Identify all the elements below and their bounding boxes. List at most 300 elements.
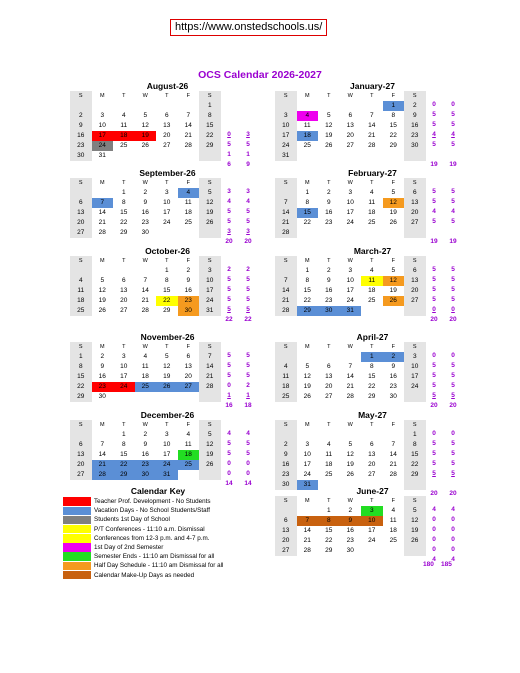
week-total: 0 [246,470,250,477]
day-header: S [70,256,92,266]
day-cell: 3 [275,111,297,121]
day-header: M [99,344,105,350]
day-cell: 19 [325,132,333,139]
calendar-key-label: 1st Day of 2nd Semester [94,544,164,552]
week-total: 0 [432,306,436,313]
day-cell: 21 [303,537,311,544]
calendar-key-list [63,497,263,580]
week-total: 5 [451,198,455,205]
week-total: 0 [451,101,455,108]
day-cell: 14 [275,286,297,296]
day-header: T [327,93,331,99]
week-total: 5 [432,276,436,283]
day-cell: 28 [184,142,192,149]
day-cell: 26 [346,471,354,478]
day-cell: 10 [163,441,171,448]
week-total: 5 [432,218,436,225]
day-cell: 2 [186,267,191,274]
day-cell: 30 [178,306,200,316]
day-header: T [327,258,331,264]
day-cell: 30 [318,306,340,316]
day-cell: 15 [404,450,426,460]
day-cell [156,392,178,402]
day-cell: 1 [121,189,126,196]
day-cell: 18 [368,209,376,216]
day-cell: 19 [389,287,397,294]
week-total: 20 [449,316,457,323]
week-total: 5 [432,362,436,369]
day-header: T [122,422,126,428]
day-cell: 19 [199,450,221,460]
day-cell: 28 [92,470,114,480]
day-cell: 31 [199,306,221,316]
week-total: 5 [227,218,231,225]
day-cell: 9 [326,199,331,206]
day-cell: 24 [275,141,297,151]
day-cell: 19 [404,526,426,536]
day-cell: 10 [346,277,354,284]
calendar-key-label: Calendar Make-Up Days as needed [94,571,195,579]
week-total: 0 [451,516,455,523]
day-cell: 13 [120,287,128,294]
day-header: M [99,93,105,99]
day-cell: 20 [163,132,171,139]
day-cell [318,430,340,440]
day-cell [297,506,319,516]
week-total: 0 [227,460,231,467]
week-total: 5 [432,121,436,128]
day-cell: 4 [143,353,148,360]
calendar-key-label: Teacher Prof. Development - No Students [94,498,211,506]
week-total: 19 [430,238,438,245]
day-cell: 16 [404,121,426,131]
week-total: 5 [246,286,250,293]
day-cell: 26 [303,393,311,400]
week-total: 16 [225,402,233,409]
day-cell: 26 [389,219,397,226]
day-cell [275,430,297,440]
day-cell: 25 [389,537,397,544]
day-cell: 12 [325,122,333,129]
calendar-key-item [63,543,263,552]
day-header: W [142,422,148,428]
day-cell: 16 [184,287,192,294]
day-header-row [70,420,285,430]
calendar-key-item [63,506,263,515]
day-header: F [186,258,190,264]
day-cell: 9 [404,111,426,121]
day-cell: 20 [70,460,92,470]
color-swatch [63,571,91,580]
day-cell [297,151,319,161]
day-header: M [304,344,310,350]
week-total: 5 [227,450,231,457]
day-cell: 1 [383,101,405,111]
calendar-key-item [63,525,263,534]
day-header: M [304,93,310,99]
day-cell: 15 [389,122,397,129]
day-cell: 15 [199,121,221,131]
day-cell [135,266,157,276]
week-total: 0 [432,101,436,108]
calendar-key-item [63,515,263,524]
day-cell: 15 [70,372,92,382]
month-block [70,410,285,487]
week-total: 5 [451,276,455,283]
day-cell: 25 [303,142,311,149]
week-total: 14 [244,480,252,487]
day-cell: 9 [186,277,191,284]
week-total: 2 [227,266,231,273]
week-total: 4 [246,198,250,205]
day-cell: 21 [275,218,297,228]
day-header: T [370,258,374,264]
day-cell: 1 [361,352,383,362]
week-total: 5 [227,352,231,359]
day-cell: 12 [199,440,221,450]
week-total: 5 [432,450,436,457]
week-total: 5 [246,440,250,447]
day-cell: 10 [98,122,106,129]
day-cell: 28 [98,229,106,236]
month-title: October-26 [145,246,190,256]
week-total: 5 [451,218,455,225]
day-header: S [199,256,221,266]
month-block [275,486,490,563]
week-total: 0 [432,526,436,533]
day-cell: 28 [199,382,221,392]
day-cell: 2 [326,189,331,196]
day-cell: 1 [305,267,310,274]
day-cell: 26 [404,536,426,546]
week-total: 2 [246,382,250,389]
week-total: 5 [451,362,455,369]
week-total: 5 [246,306,250,313]
day-cell [340,151,362,161]
day-cell: 3 [121,353,126,360]
day-cell: 17 [163,451,171,458]
day-cell: 17 [163,209,171,216]
day-cell: 28 [346,393,354,400]
day-header: F [391,258,395,264]
day-header-row [70,178,285,188]
day-cell: 13 [184,363,192,370]
day-cell: 27 [163,142,171,149]
day-header-row [275,256,490,266]
week-total: 0 [227,382,231,389]
calendar-key [63,486,263,580]
day-cell: 8 [121,199,126,206]
day-header: T [165,422,169,428]
week-total: 5 [432,141,436,148]
day-cell [340,430,362,440]
day-header: T [370,498,374,504]
day-header: T [370,180,374,186]
week-total: 5 [246,352,250,359]
day-cell: 25 [368,297,376,304]
day-cell: 27 [70,228,92,238]
day-cell: 21 [92,460,114,470]
week-total: 0 [432,430,436,437]
day-cell: 5 [348,441,353,448]
week-total: 5 [227,306,231,313]
day-cell: 20 [325,383,333,390]
day-cell: 22 [325,537,333,544]
day-cell: 26 [325,142,333,149]
day-header: W [347,258,353,264]
week-total: 5 [227,362,231,369]
color-swatch [63,562,91,571]
week-total: 14 [225,480,233,487]
day-cell: 18 [275,382,297,392]
day-cell: 12 [383,198,405,208]
day-cell: 10 [346,199,354,206]
day-cell: 19 [163,373,171,380]
day-cell: 11 [275,372,297,382]
color-swatch [63,497,91,506]
day-cell: 23 [325,297,333,304]
week-total: 20 [449,402,457,409]
month-title: December-26 [140,410,195,420]
day-cell: 23 [141,219,149,226]
day-cell: 27 [404,296,426,306]
day-cell: 20 [404,286,426,296]
day-cell: 8 [199,111,221,121]
day-cell: 13 [163,122,171,129]
day-cell [178,470,200,480]
day-cell [361,546,383,556]
day-cell: 7 [100,441,105,448]
day-cell: 6 [70,198,92,208]
day-cell: 29 [368,393,376,400]
day-cell: 10 [120,363,128,370]
week-total: 5 [432,188,436,195]
week-total: 4 [432,131,436,138]
week-total: 5 [432,198,436,205]
day-cell: 7 [391,441,396,448]
day-cell: 7 [199,352,221,362]
day-cell: 17 [275,131,297,141]
day-cell: 13 [70,450,92,460]
day-cell: 18 [70,296,92,306]
day-cell: 26 [98,307,106,314]
day-header: S [404,91,426,101]
day-cell [383,306,405,316]
day-cell: 31 [98,152,106,159]
day-cell: 10 [275,121,297,131]
calendar-key-title: Calendar Key [130,486,186,496]
day-cell: 18 [113,131,135,141]
day-header: S [199,342,221,352]
day-header: W [347,422,353,428]
day-cell: 14 [98,451,106,458]
day-cell: 2 [70,111,92,121]
day-cell: 11 [361,276,383,286]
day-cell: 4 [326,441,331,448]
day-cell: 18 [368,287,376,294]
week-total: 5 [246,276,250,283]
month-title: March-27 [353,246,392,256]
week-total: 20 [430,402,438,409]
day-cell: 24 [346,219,354,226]
day-cell: 23 [404,131,426,141]
month-block [70,246,285,323]
day-cell [199,228,221,238]
day-cell: 25 [184,219,192,226]
day-cell [383,546,405,556]
day-cell: 24 [113,382,135,392]
week-total: 5 [246,218,250,225]
day-header-row [70,256,285,266]
day-cell [156,228,178,238]
day-cell [275,352,297,362]
week-total: 5 [246,450,250,457]
day-cell: 4 [178,188,200,198]
day-cell: 9 [326,277,331,284]
day-cell [275,506,297,516]
week-total: 0 [227,131,231,138]
day-cell: 14 [368,122,376,129]
day-cell: 30 [275,480,297,490]
day-cell: 22 [156,296,178,306]
day-cell: 15 [297,208,319,218]
day-cell: 11 [70,286,92,296]
week-total: 1 [227,151,231,158]
day-cell: 1 [164,267,169,274]
day-cell: 12 [303,373,311,380]
day-cell: 1 [326,507,331,514]
day-cell: 18 [297,131,319,141]
day-cell: 4 [70,276,92,286]
day-cell: 25 [325,471,333,478]
day-cell: 27 [325,393,333,400]
month-block [275,246,490,323]
week-total: 9 [246,161,250,168]
week-total: 5 [451,440,455,447]
day-cell: 4 [369,267,374,274]
day-cell: 29 [389,142,397,149]
day-header: M [304,180,310,186]
day-header-row [70,91,285,101]
day-header: S [404,178,426,188]
color-swatch [63,516,91,525]
day-cell: 22 [368,383,376,390]
week-total: 0 [432,516,436,523]
day-header: S [199,420,221,430]
day-cell: 20 [368,461,376,468]
day-cell: 1 [404,430,426,440]
day-cell: 27 [120,307,128,314]
day-cell [113,392,135,402]
week-total: 5 [451,296,455,303]
day-cell: 18 [141,373,149,380]
week-total: 5 [432,460,436,467]
day-cell: 30 [98,393,106,400]
calendar-key-item [63,571,263,580]
day-cell: 21 [368,132,376,139]
day-cell: 2 [100,353,105,360]
calendar-title: OCS Calendar 2026-2027 [198,69,322,81]
day-cell: 13 [275,526,297,536]
day-header: T [327,180,331,186]
day-header: S [70,342,92,352]
day-cell: 30 [389,393,397,400]
day-cell: 4 [186,431,191,438]
day-header: T [122,180,126,186]
day-cell: 29 [297,306,319,316]
day-cell: 3 [164,431,169,438]
day-cell: 20 [120,297,128,304]
day-header: F [391,498,395,504]
day-cell [361,151,383,161]
week-total: 4 [432,506,436,513]
day-header: T [165,258,169,264]
day-cell [318,352,340,362]
day-header: T [327,422,331,428]
day-cell: 14 [141,287,149,294]
week-total: 5 [451,188,455,195]
day-cell [92,101,114,111]
day-header: T [122,258,126,264]
day-cell: 25 [275,392,297,402]
day-cell: 23 [275,470,297,480]
day-cell: 11 [389,517,397,524]
day-cell [361,430,383,440]
day-header: S [199,178,221,188]
day-cell: 22 [389,132,397,139]
day-header: T [370,422,374,428]
day-cell: 16 [70,131,92,141]
day-cell: 13 [368,451,376,458]
day-cell: 4 [121,112,126,119]
day-cell: 11 [325,451,333,458]
day-cell: 24 [92,141,114,151]
day-cell [178,392,200,402]
day-cell: 10 [163,199,171,206]
day-header: S [275,91,297,101]
week-total: 5 [227,372,231,379]
website-url[interactable]: https://www.onstedschools.us/ [170,19,327,36]
day-cell [404,306,426,316]
day-cell: 29 [70,392,92,402]
week-total: 0 [451,430,455,437]
day-cell: 6 [121,277,126,284]
month-title: January-27 [350,81,395,91]
day-cell: 29 [404,470,426,480]
week-total: 20 [225,238,233,245]
week-total: 5 [451,372,455,379]
day-cell [275,266,297,276]
day-cell: 28 [303,547,311,554]
month-title: November-26 [140,332,195,342]
week-total: 0 [451,352,455,359]
color-swatch [63,543,91,552]
day-cell: 18 [389,527,397,534]
day-cell: 2 [275,440,297,450]
day-header: S [70,178,92,188]
week-total: 0 [227,470,231,477]
day-header: M [99,258,105,264]
day-cell [297,228,319,238]
day-cell: 15 [325,527,333,534]
week-total: 5 [432,266,436,273]
color-swatch [63,525,91,534]
day-header: T [122,93,126,99]
day-cell: 18 [184,209,192,216]
day-cell: 13 [404,198,426,208]
week-total: 5 [246,141,250,148]
day-header-row [70,342,285,352]
